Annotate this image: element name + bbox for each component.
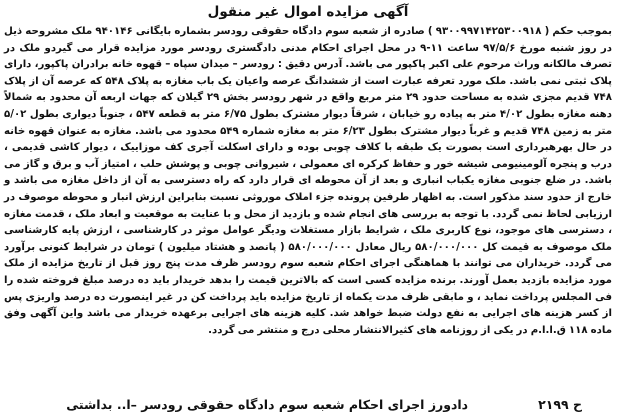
notice-title: آگهی مزایده اموال غیر منقول [207,4,409,20]
notice-footer [4,394,612,414]
notice-body: بموجب حکم ( ۹۳۰۰۹۹۷۱۴۲۵۳۰۰۹۱۸ ) صادره از شعبه سوم دادگاه حقوقی رودسر بشماره بایگانی ۹۴۰۱۴۶ ملک مشروحه ذیل در روز شنبه مورخ ۹۷/۵/۶ ساعت ۱۱-۹ در محل اجرای احکام مدنی دادگستری رودسر مورد مزایده قرار می گیردو ملک در تصرف مالکانه وراث مرحوم علی اکبر پاکپور می باشد. آدرس دقیق : رودسر – میدان سپاه – قهوه خانه برادران پاکپور، دارای پلاک ثبتی نمی باشد. ملک مورد تعرفه عبارت است از ششدانگ عرصه واعیان یک باب مغازه به پلاک ۵۴۸ که عرصه آن از پلاک ۷۴۸ قدیم مجزی شده به مساحت حدود ۲۹ متر مربع واقع در شهر رودسر بخش ۲۹ گیلان که جهات اربعه آن محدود به شمالاً دهنه مغازه بطول ۴/۰۲ متر به پیاده رو خیابان ، شرقاً دیوار مشترک بطول ۶/۷۵ متر به قطعه ۵۴۷ ، جنوباً دیواری بطول ۵/۰۲ متر به زمین ۷۴۸ قدیم و غرباً دیوار مشترک بطول ۶/۲۳ متر به مغازه شماره ۵۴۹ محدود می باشد. مغازه به عنوان قهوه خانه در حال بهرهبرداری است بصورت یک طبقه با کلاف چوبی بوده و دارای اسکلت آجری کف موزاییک ، دیوار کاشی قدیمی ، درب و پنجره آلومینیومی شیشه خور و حفاظ کرکره ای معمولی ، شیروانی چوبی و پوشش حلب ، امتیاز آب و برق و گاز می باشد. در ضلع جنوبی مغازه یکباب انباری و بعد از آن محوطه ای قرار دارد که راه دسترسی به آن از داخل مغازه می باشد و خارج از حدود سند مذکور است. به اظهار طرفین پرونده جزء املاک موروثی نسبت بنابراین ارزش انبار و محوطه موصوف در ارزیابی لحاظ نمی گردد. با توجه به بررسی های انجام شده و بازدید از محل و با عنایت به موقعیت و ابعاد ملک ، قدمت مغازه ، دسترسی های موجود، نوع کاربری ملک ، شرایط بازار مستغلات ودیگر عوامل موثر در کارشناسی ، ارزش پایه کارشناسی ملک موصوف به قیمت کل ۵۸۰/۰۰۰/۰۰۰ ریال معادل ۵۸۰/۰۰۰/۰۰۰ ( پانصد و هشتاد میلیون ) تومان در شرایط کنونی برآورد می گردد. خریداران می توانند با هماهنگی اجرای احکام شعبه سوم رودسر ظرف مدت پنج روز قبل از تاریخ مزایده از ملک مورد مزایده بازدید بعمل آورند. برنده مزایده کسی است که بالاترین قیمت را بدهد خریدار باید ده درصد مبلغ فروخته شده را فی المجلس پرداخت نماید ، و مابقی ظرف مدت یکماه از تاریخ مزایده باید پرداخت کن در غیر اینصورت ده درصد واریزی پس از کسر هزینه های اجرایی به نفع دولت ضبط خواهد شد. کلیه هزینه های اجرایی برعهده خریدار می باشد واین آگهی وفق ماده ۱۱۸ ق.ا.ا.م در یکی از روزنامه های کثیرالانتشار محلی درج و منتشر می گردد. [4,26,613,336]
notice-signature: دادورز اجرای احکام شعبه سوم دادگاه حقوقی رودسر –ا.. بداشتی [66,396,469,412]
auction-notice [4,2,612,414]
notice-reference: ح ۲۱۹۹ [538,396,582,412]
